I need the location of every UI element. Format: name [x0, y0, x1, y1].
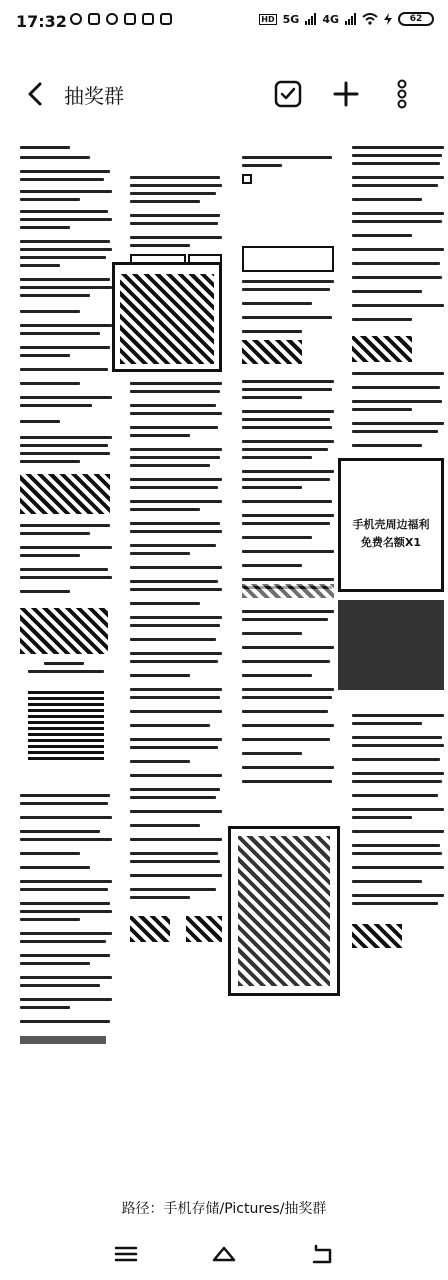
- back-button[interactable]: [20, 78, 52, 110]
- chevron-left-icon: [20, 78, 52, 110]
- document-thumbnail[interactable]: [126, 140, 226, 1060]
- battery-level: 62: [409, 14, 423, 24]
- signal-icon: [305, 13, 316, 25]
- menu-icon: [112, 1240, 140, 1268]
- promo-line-2: 免费名额X1: [360, 536, 422, 549]
- promo-image-caption: [342, 516, 440, 552]
- add-button[interactable]: [330, 78, 362, 110]
- checkbox-icon: [272, 78, 304, 110]
- notification-icon: [88, 13, 100, 25]
- back-nav-button[interactable]: [308, 1240, 336, 1268]
- home-icon: [210, 1240, 238, 1268]
- document-thumbnail[interactable]: [238, 140, 338, 1060]
- more-vertical-icon: [386, 78, 418, 110]
- notification-icon: [142, 13, 154, 25]
- return-icon: [308, 1240, 336, 1268]
- plus-icon: [330, 78, 362, 110]
- signal-icon: [345, 13, 356, 25]
- page-title: 抽奖群: [64, 84, 124, 108]
- select-button[interactable]: [272, 78, 304, 110]
- hd-icon: HD: [261, 14, 275, 24]
- title-bar: [0, 64, 448, 124]
- wifi-icon: [362, 13, 378, 25]
- notification-icons: [70, 13, 172, 25]
- network-label: 5G: [282, 12, 300, 26]
- status-time: 17:32: [16, 12, 67, 31]
- notification-icon: [124, 13, 136, 25]
- status-bar: [0, 0, 448, 44]
- notification-icon: [160, 13, 172, 25]
- charging-icon: [384, 13, 392, 25]
- notification-icon: [106, 13, 118, 25]
- status-right: [259, 12, 434, 26]
- navigation-bar: [0, 1230, 448, 1280]
- more-button[interactable]: [386, 78, 418, 110]
- menu-button[interactable]: [112, 1240, 140, 1268]
- network-label-2: 4G: [322, 12, 339, 26]
- notification-icon: [70, 13, 82, 25]
- document-grid: [0, 140, 448, 1060]
- battery-icon: [398, 12, 434, 26]
- home-button[interactable]: [210, 1240, 238, 1268]
- promo-line-1: 手机壳周边福利: [352, 518, 430, 531]
- folder-path: 路径：手机存储/Pictures/抽奖群: [121, 1201, 327, 1217]
- document-thumbnail[interactable]: [14, 140, 114, 1060]
- document-thumbnail[interactable]: [346, 140, 448, 1060]
